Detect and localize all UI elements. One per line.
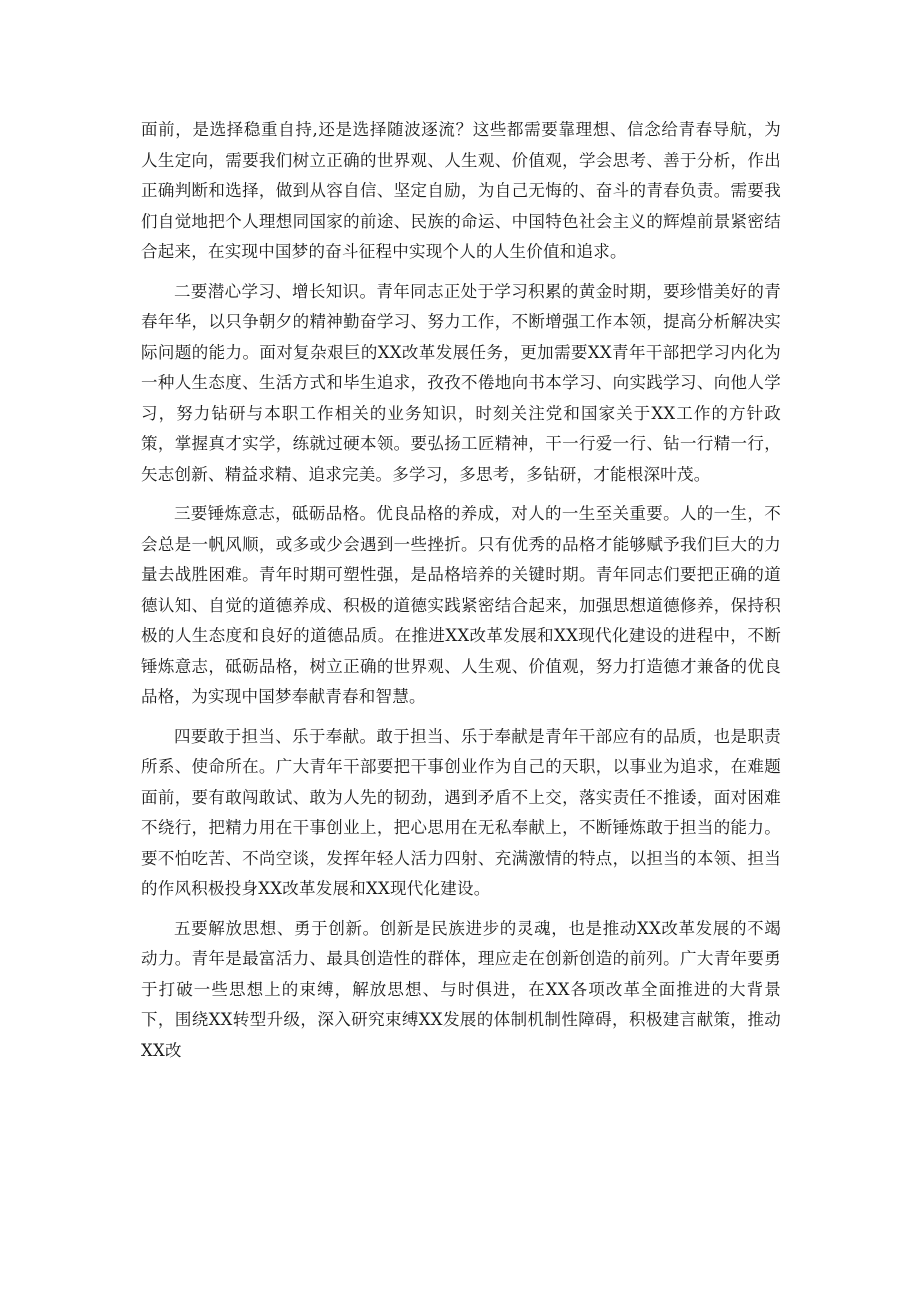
paragraph-responsibility: 四要敢于担当、乐于奉献。敢于担当、乐于奉献是青年干部应有的品质，也是职责所系、使命所在。广大青年干部要把干事创业作为自己的天职，以事业为追求，在难题面前，要有敢闯敢试、敢为人先的韧劲，遇到矛盾不上交，落实责任不推诿，面对困难不绕行，把精力用在干事创业上，把心思用在无私奉献上，不断锤炼敢于担当的能力。要不怕吃苦、不尚空谈，发挥年轻人活力四射、充满激情的特点，以担当的本领、担当的作风积极投身XX改革发展和XX现代化建设。: [141, 726, 781, 898]
paragraph-innovation: 五要解放思想、勇于创新。创新是民族进步的灵魂，也是推动XX改革发展的不竭动力。青年是最富活力、最具创造性的群体，理应走在创新创造的前列。广大青年要勇于打破一些思想上的束缚，解放思想、与时俱进，在XX各项改革全面推进的大背景下，围绕XX转型升级，深入研究束缚XX发展的体制机制性障碍，积极建言献策，推动XX改: [141, 918, 781, 1060]
paragraph-study: 二要潜心学习、增长知识。青年同志正处于学习积累的黄金时期，要珍惜美好的青春年华，以只争朝夕的精神勤奋学习、努力工作，不断增强工作本领，提高分析解决实际问题的能力。面对复杂艰巨的XX改革发展任务，更加需要XX青年干部把学习内化为一种人生态度、生活方式和毕生追求，孜孜不倦地向书本学习、向实践学习、向他人学习，努力钻研与本职工作相关的业务知识，时刻关注党和国家关于XX工作的方针政策，掌握真才实学，练就过硬本领。要弘扬工匠精神，干一行爱一行、钻一行精一行，矢志创新、精益求精、追求完美。多学习，多思考，多钻研，才能根深叶茂。: [141, 281, 781, 484]
paragraph-continuation: 面前，是选择稳重自持,还是选择随波逐流？这些都需要靠理想、信念给青春导航，为人生定向，需要我们树立正确的世界观、人生观、价值观，学会思考、善于分析，作出正确判断和选择，做到从容自信、坚定自励，为自己无悔的、奋斗的青春负责。需要我们自觉地把个人理想同国家的前途、民族的命运、中国特色社会主义的辉煌前景紧密结合起来，在实现中国梦的奋斗征程中实现个人的人生价值和追求。: [141, 120, 781, 261]
paragraph-character: 三要锤炼意志，砥砺品格。优良品格的养成，对人的一生至关重要。人的一生，不会总是一帆风顺，或多或少会遇到一些挫折。只有优秀的品格才能够赋予我们巨大的力量去战胜困难。青年时期可塑性强，是品格培养的关键时期。青年同志们要把正确的道德认知、自觉的道德养成、积极的道德实践紧密结合起来，加强思想道德修养，保持积极的人生态度和良好的道德品质。在推进XX改革发展和XX现代化建设的进程中，不断锤炼意志，砥砺品格，树立正确的世界观、人生观、价值观，努力打造德才兼备的优良品格，为实现中国梦奉献青春和智慧。: [141, 504, 781, 706]
document-body: [141, 115, 781, 1075]
